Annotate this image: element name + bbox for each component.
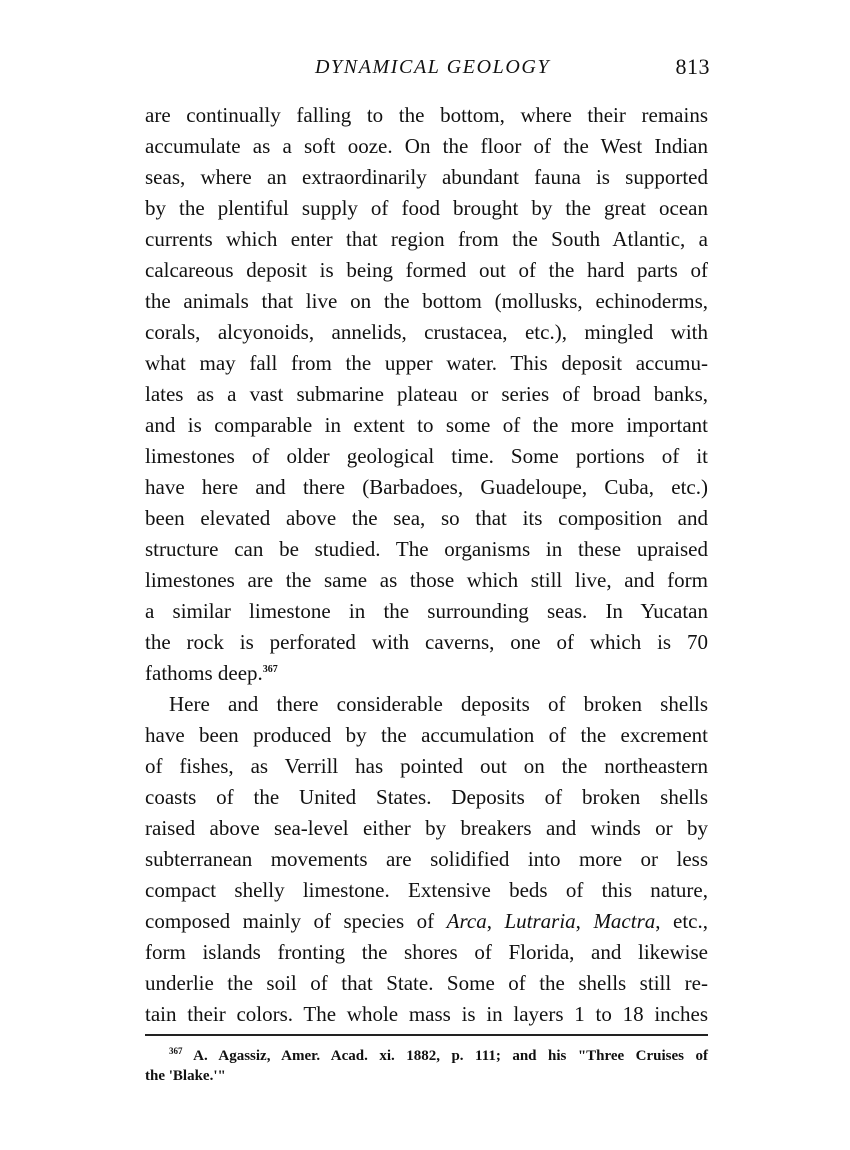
text-line-content: fathoms deep. xyxy=(145,661,263,685)
text-line: are continually falling to the bottom, where their remains xyxy=(145,103,708,127)
running-title: DYNAMICAL GEOLOGY xyxy=(315,56,551,78)
body-text xyxy=(145,100,708,1030)
footnote xyxy=(145,1046,708,1086)
genus-name: Lutraria xyxy=(504,909,576,933)
text-line: and is comparable in extent to some of the more important xyxy=(145,413,708,437)
text-line: lates as a vast submarine plateau or series of broad banks, xyxy=(145,382,708,406)
footnote-line xyxy=(145,1046,708,1066)
text-line-tail: , etc., xyxy=(655,909,709,933)
text-line: limestones are the same as those which still live, and form xyxy=(145,568,708,592)
text-line: structure can be studied. The organisms in these upraised xyxy=(145,537,708,561)
text-line: currents which enter that region from the South Atlantic, a xyxy=(145,227,708,251)
text-line: have here and there (Barbadoes, Guadeloupe, Cuba, etc.) xyxy=(145,475,708,499)
separator: , xyxy=(575,909,594,933)
text-line: the rock is perforated with caverns, one of which is 70 xyxy=(145,630,708,654)
footnote-text: A. Agassiz, Amer. Acad. xi. 1882, p. 111; and his "Three Cruises of xyxy=(193,1048,708,1064)
text-line: coasts of the United States. Deposits of broken shells xyxy=(145,785,708,809)
text-line: the animals that live on the bottom (mollusks, echinoderms, xyxy=(145,289,708,313)
text-line: underlie the soil of that State. Some of the shells still re- xyxy=(145,971,708,995)
text-line: of fishes, as Verrill has pointed out on the northeastern xyxy=(145,754,708,778)
text-line: a similar limestone in the surrounding seas. In Yucatan xyxy=(145,599,708,623)
text-line: what may fall from the upper water. This deposit accumu- xyxy=(145,351,708,375)
text-line: Here and there considerable deposits of broken shells xyxy=(169,692,708,716)
text-line: been elevated above the sea, so that its composition and xyxy=(145,506,708,530)
footnote-mark: 367 xyxy=(169,1046,183,1056)
footnote-line: the 'Blake.'" xyxy=(145,1068,226,1084)
text-line-content: composed mainly of species of xyxy=(145,909,447,933)
separator: , xyxy=(486,909,505,933)
genus-name: Arca xyxy=(446,909,487,933)
page-number: 813 xyxy=(675,54,710,79)
text-line: compact shelly limestone. Extensive beds of this nature, xyxy=(145,878,708,902)
text-line: have been produced by the accumulation of the excrement xyxy=(145,723,708,747)
text-line: corals, alcyonoids, annelids, crustacea, etc.), mingled with xyxy=(145,320,708,344)
text-line: form islands fronting the shores of Florida, and likewise xyxy=(145,940,708,964)
text-line: raised above sea-level either by breakers and winds or by xyxy=(145,816,708,840)
text-line xyxy=(145,906,708,937)
text-line: seas, where an extraordinarily abundant fauna is supported xyxy=(145,165,708,189)
text-line: calcareous deposit is being formed out of the hard parts of xyxy=(145,258,708,282)
footnote-divider xyxy=(145,1034,708,1036)
text-line: accumulate as a soft ooze. On the floor of the West Indian xyxy=(145,134,708,158)
text-line: by the plentiful supply of food brought by the great ocean xyxy=(145,196,708,220)
running-head xyxy=(145,52,710,88)
text-line: limestones of older geological time. Some portions of it xyxy=(145,444,708,468)
text-line xyxy=(145,658,708,689)
text-line: subterranean movements are solidified into more or less xyxy=(145,847,708,871)
text-line: tain their colors. The whole mass is in layers 1 to 18 inches xyxy=(145,1002,708,1026)
genus-name: Mactra xyxy=(593,909,656,933)
footnote-reference[interactable]: 367 xyxy=(262,664,278,675)
